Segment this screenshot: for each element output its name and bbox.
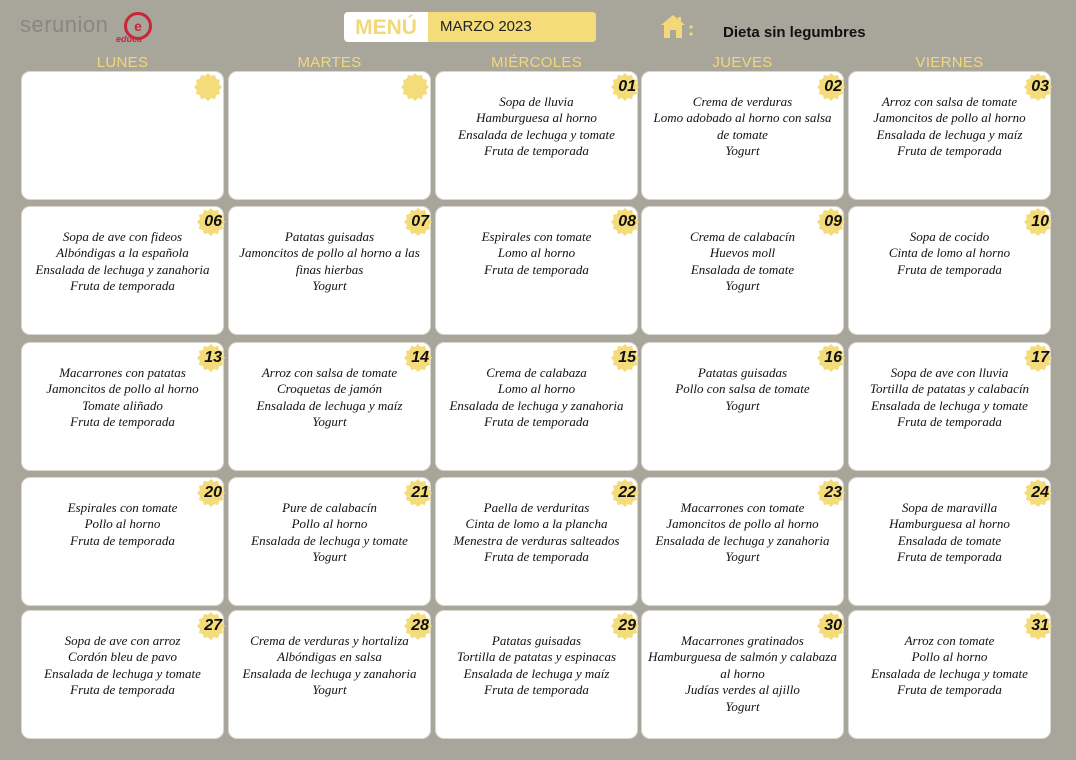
dish-item: Ensalada de lechuga y tomate (251, 532, 408, 548)
dish-list (646, 500, 839, 566)
day-cell (22, 343, 223, 470)
day-cell (229, 343, 430, 470)
dish-item: Ensalada de lechuga y maíz (463, 665, 610, 681)
day-number: 15 (618, 349, 636, 366)
dish-list (440, 365, 633, 431)
dish-item: Ensalada de lechuga y maíz (876, 126, 1023, 142)
dish-item: Paella de verduritas (483, 500, 590, 515)
day-cell (642, 611, 843, 738)
dish-item: Hamburguesa de salmón y calabaza al horno (648, 649, 837, 681)
dish-item: Pollo con salsa de tomate (675, 381, 810, 397)
dish-item: Ensalada de lechuga y zanahoria (35, 261, 210, 277)
day-number: 09 (824, 213, 842, 230)
dish-item: Yogurt (312, 682, 347, 698)
dish-item: Cinta de lomo al horno (888, 245, 1011, 261)
dish-item: Cordón bleu de pavo (68, 649, 177, 665)
dish-item: Pollo al horno (291, 516, 368, 532)
dish-list (853, 500, 1046, 566)
dish-item: Tortilla de patatas y espinacas (456, 649, 617, 665)
dish-item: Crema de calabacín (690, 229, 795, 244)
dish-item: Crema de verduras (692, 94, 793, 109)
dish-item: Yogurt (725, 278, 760, 294)
dish-item: Fruta de temporada (897, 261, 1002, 277)
day-cell (436, 343, 637, 470)
day-number: 01 (618, 78, 636, 95)
dish-item: Albóndigas en salsa (277, 649, 382, 665)
dish-item: Crema de verduras y hortaliza (250, 633, 409, 648)
dish-item: Jamoncitos de pollo al horno (46, 381, 199, 397)
dish-item: Pure de calabacín (282, 500, 377, 515)
day-cell (436, 611, 637, 738)
dish-item: Yogurt (725, 397, 760, 413)
dish-item: Croquetas de jamón (277, 381, 382, 397)
dish-item: Sopa de ave con lluvia (890, 365, 1009, 380)
dish-item: Ensalada de lechuga y tomate (44, 665, 201, 681)
dish-item: Patatas guisadas (284, 229, 375, 244)
day-number: 13 (204, 349, 222, 366)
day-cell (642, 72, 843, 199)
dish-item: Pollo al horno (911, 649, 988, 665)
dish-list (26, 500, 219, 549)
day-cell (849, 207, 1050, 334)
day-cell (849, 72, 1050, 199)
dish-item: Ensalada de lechuga y tomate (871, 665, 1028, 681)
dish-item: Fruta de temporada (484, 682, 589, 698)
dish-item: Sopa de lluvia (499, 94, 574, 109)
dish-item: Yogurt (312, 278, 347, 294)
day-cell (22, 72, 223, 199)
day-number: 17 (1031, 349, 1049, 366)
dish-list (440, 94, 633, 160)
dish-list (233, 365, 426, 431)
dish-item: Jamoncitos de pollo al horno a las finas hierbas (239, 245, 420, 277)
dish-item: Fruta de temporada (70, 682, 175, 698)
dish-item: Pollo al horno (84, 516, 161, 532)
day-number: 28 (411, 617, 429, 634)
dish-item: Menestra de verduras salteados (453, 532, 620, 548)
home-icon (660, 14, 694, 40)
dish-item: Macarrones con tomate (680, 500, 805, 515)
day-cell (849, 343, 1050, 470)
dish-item: Jamoncitos de pollo al horno (666, 516, 819, 532)
dish-item: Fruta de temporada (897, 143, 1002, 159)
day-cell (436, 72, 637, 199)
dish-item: Fruta de temporada (897, 549, 1002, 565)
day-cell (229, 611, 430, 738)
dish-list (646, 633, 839, 715)
weekday-header: MARTES (297, 54, 362, 71)
day-number: 24 (1031, 484, 1049, 501)
dish-item: Patatas guisadas (697, 365, 788, 380)
dish-item: Albóndigas a la española (56, 245, 189, 261)
day-number: 31 (1031, 617, 1049, 634)
dish-item: Fruta de temporada (897, 414, 1002, 430)
dish-item: Ensalada de lechuga y zanahoria (655, 532, 830, 548)
dish-item: Tomate aliñado (82, 397, 163, 413)
dish-item: Ensalada de lechuga y zanahoria (242, 665, 417, 681)
dish-item: Ensalada de lechuga y zanahoria (449, 397, 624, 413)
day-number: 21 (411, 484, 429, 501)
dish-item: Fruta de temporada (484, 143, 589, 159)
menu-month: MARZO 2023 (428, 12, 596, 42)
dish-list (26, 633, 219, 699)
dish-item: Arroz con salsa de tomate (261, 365, 398, 380)
dish-list (646, 94, 839, 160)
day-number: 23 (824, 484, 842, 501)
day-number: 14 (411, 349, 429, 366)
dish-item: Sopa de ave con arroz (64, 633, 181, 648)
logo-text: serunion (20, 12, 109, 37)
dish-list (853, 365, 1046, 431)
dish-item: Hamburguesa al horno (889, 516, 1010, 532)
dish-item: Lomo al horno (497, 381, 576, 397)
dish-item: Tortilla de patatas y calabacín (869, 381, 1030, 397)
dish-item: Fruta de temporada (484, 549, 589, 565)
day-number: 02 (824, 78, 842, 95)
dish-item: Yogurt (312, 414, 347, 430)
dish-item: Macarrones gratinados (681, 633, 804, 648)
logo-subtext: educa (116, 34, 143, 44)
dish-item: Fruta de temporada (484, 414, 589, 430)
dish-item: Lomo adobado al horno con salsa de tomate (653, 110, 832, 142)
day-number: 20 (204, 484, 222, 501)
dish-item: Patatas guisadas (491, 633, 582, 648)
weekday-header: JUEVES (712, 54, 773, 71)
dish-list (233, 229, 426, 295)
dish-item: Espirales con tomate (67, 500, 178, 515)
day-cell (436, 478, 637, 605)
dish-item: Ensalada de tomate (897, 532, 1002, 548)
dish-item: Yogurt (312, 549, 347, 565)
day-cell (642, 478, 843, 605)
dish-item: Macarrones con patatas (59, 365, 186, 380)
day-badge-icon (400, 72, 430, 102)
dish-item: Sopa de ave con fideos (62, 229, 183, 244)
dish-list (853, 94, 1046, 160)
day-badge-icon (193, 72, 223, 102)
dish-item: Fruta de temporada (70, 278, 175, 294)
dish-list (26, 365, 219, 431)
dish-item: Jamoncitos de pollo al horno (873, 110, 1026, 126)
dish-item: Fruta de temporada (484, 261, 589, 277)
dish-list (233, 633, 426, 699)
dish-item: Huevos moll (709, 245, 776, 261)
weekday-header: VIERNES (915, 54, 984, 71)
menu-title-box (344, 12, 596, 42)
dish-item: Ensalada de lechuga y tomate (871, 397, 1028, 413)
day-number: 22 (618, 484, 636, 501)
day-cell (436, 207, 637, 334)
day-cell (849, 611, 1050, 738)
day-cell (22, 207, 223, 334)
day-cell (849, 478, 1050, 605)
diet-label: Dieta sin legumbres (723, 24, 866, 41)
weekday-header: LUNES (96, 54, 149, 71)
dish-item: Judías verdes al ajillo (685, 682, 800, 698)
logo-mark-icon: e (124, 12, 152, 40)
day-cell (22, 611, 223, 738)
day-number: 16 (824, 349, 842, 366)
dish-list (853, 229, 1046, 278)
dish-item: Ensalada de lechuga y tomate (458, 126, 615, 142)
dish-item: Ensalada de lechuga y maíz (256, 397, 403, 413)
day-number: 03 (1031, 78, 1049, 95)
day-number: 08 (618, 213, 636, 230)
dish-item: Fruta de temporada (70, 532, 175, 548)
dish-item: Lomo al horno (497, 245, 576, 261)
dish-item: Ensalada de tomate (690, 261, 795, 277)
dish-item: Yogurt (725, 698, 760, 714)
dish-item: Cinta de lomo a la plancha (465, 516, 608, 532)
menu-calendar-grid (22, 72, 1052, 740)
day-number: 07 (411, 213, 429, 230)
dish-list (26, 229, 219, 295)
weekday-header: MIÉRCOLES (490, 54, 583, 71)
day-number: 30 (824, 617, 842, 634)
day-cell (642, 343, 843, 470)
day-cell (642, 207, 843, 334)
dish-list (853, 633, 1046, 699)
dish-list (440, 633, 633, 699)
dish-item: Hamburguesa al horno (476, 110, 597, 126)
dish-item: Crema de calabaza (486, 365, 587, 380)
dish-list (440, 500, 633, 566)
dish-list (440, 229, 633, 278)
dish-list (646, 365, 839, 414)
menu-label: MENÚ (355, 16, 417, 39)
dish-item: Yogurt (725, 549, 760, 565)
day-cell (229, 478, 430, 605)
dish-item: Sopa de cocido (909, 229, 990, 244)
day-number: 27 (204, 617, 222, 634)
dish-list (233, 500, 426, 566)
dish-item: Arroz con tomate (904, 633, 995, 648)
day-cell (229, 72, 430, 199)
dish-item: Fruta de temporada (70, 414, 175, 430)
day-cell (22, 478, 223, 605)
day-cell (229, 207, 430, 334)
dish-item: Yogurt (725, 143, 760, 159)
dish-item: Fruta de temporada (897, 682, 1002, 698)
day-number: 29 (618, 617, 636, 634)
day-number: 10 (1031, 213, 1049, 230)
dish-item: Espirales con tomate (481, 229, 592, 244)
day-number: 06 (204, 213, 222, 230)
dish-item: Arroz con salsa de tomate (881, 94, 1018, 109)
dish-item: Sopa de maravilla (901, 500, 998, 515)
dish-list (646, 229, 839, 295)
